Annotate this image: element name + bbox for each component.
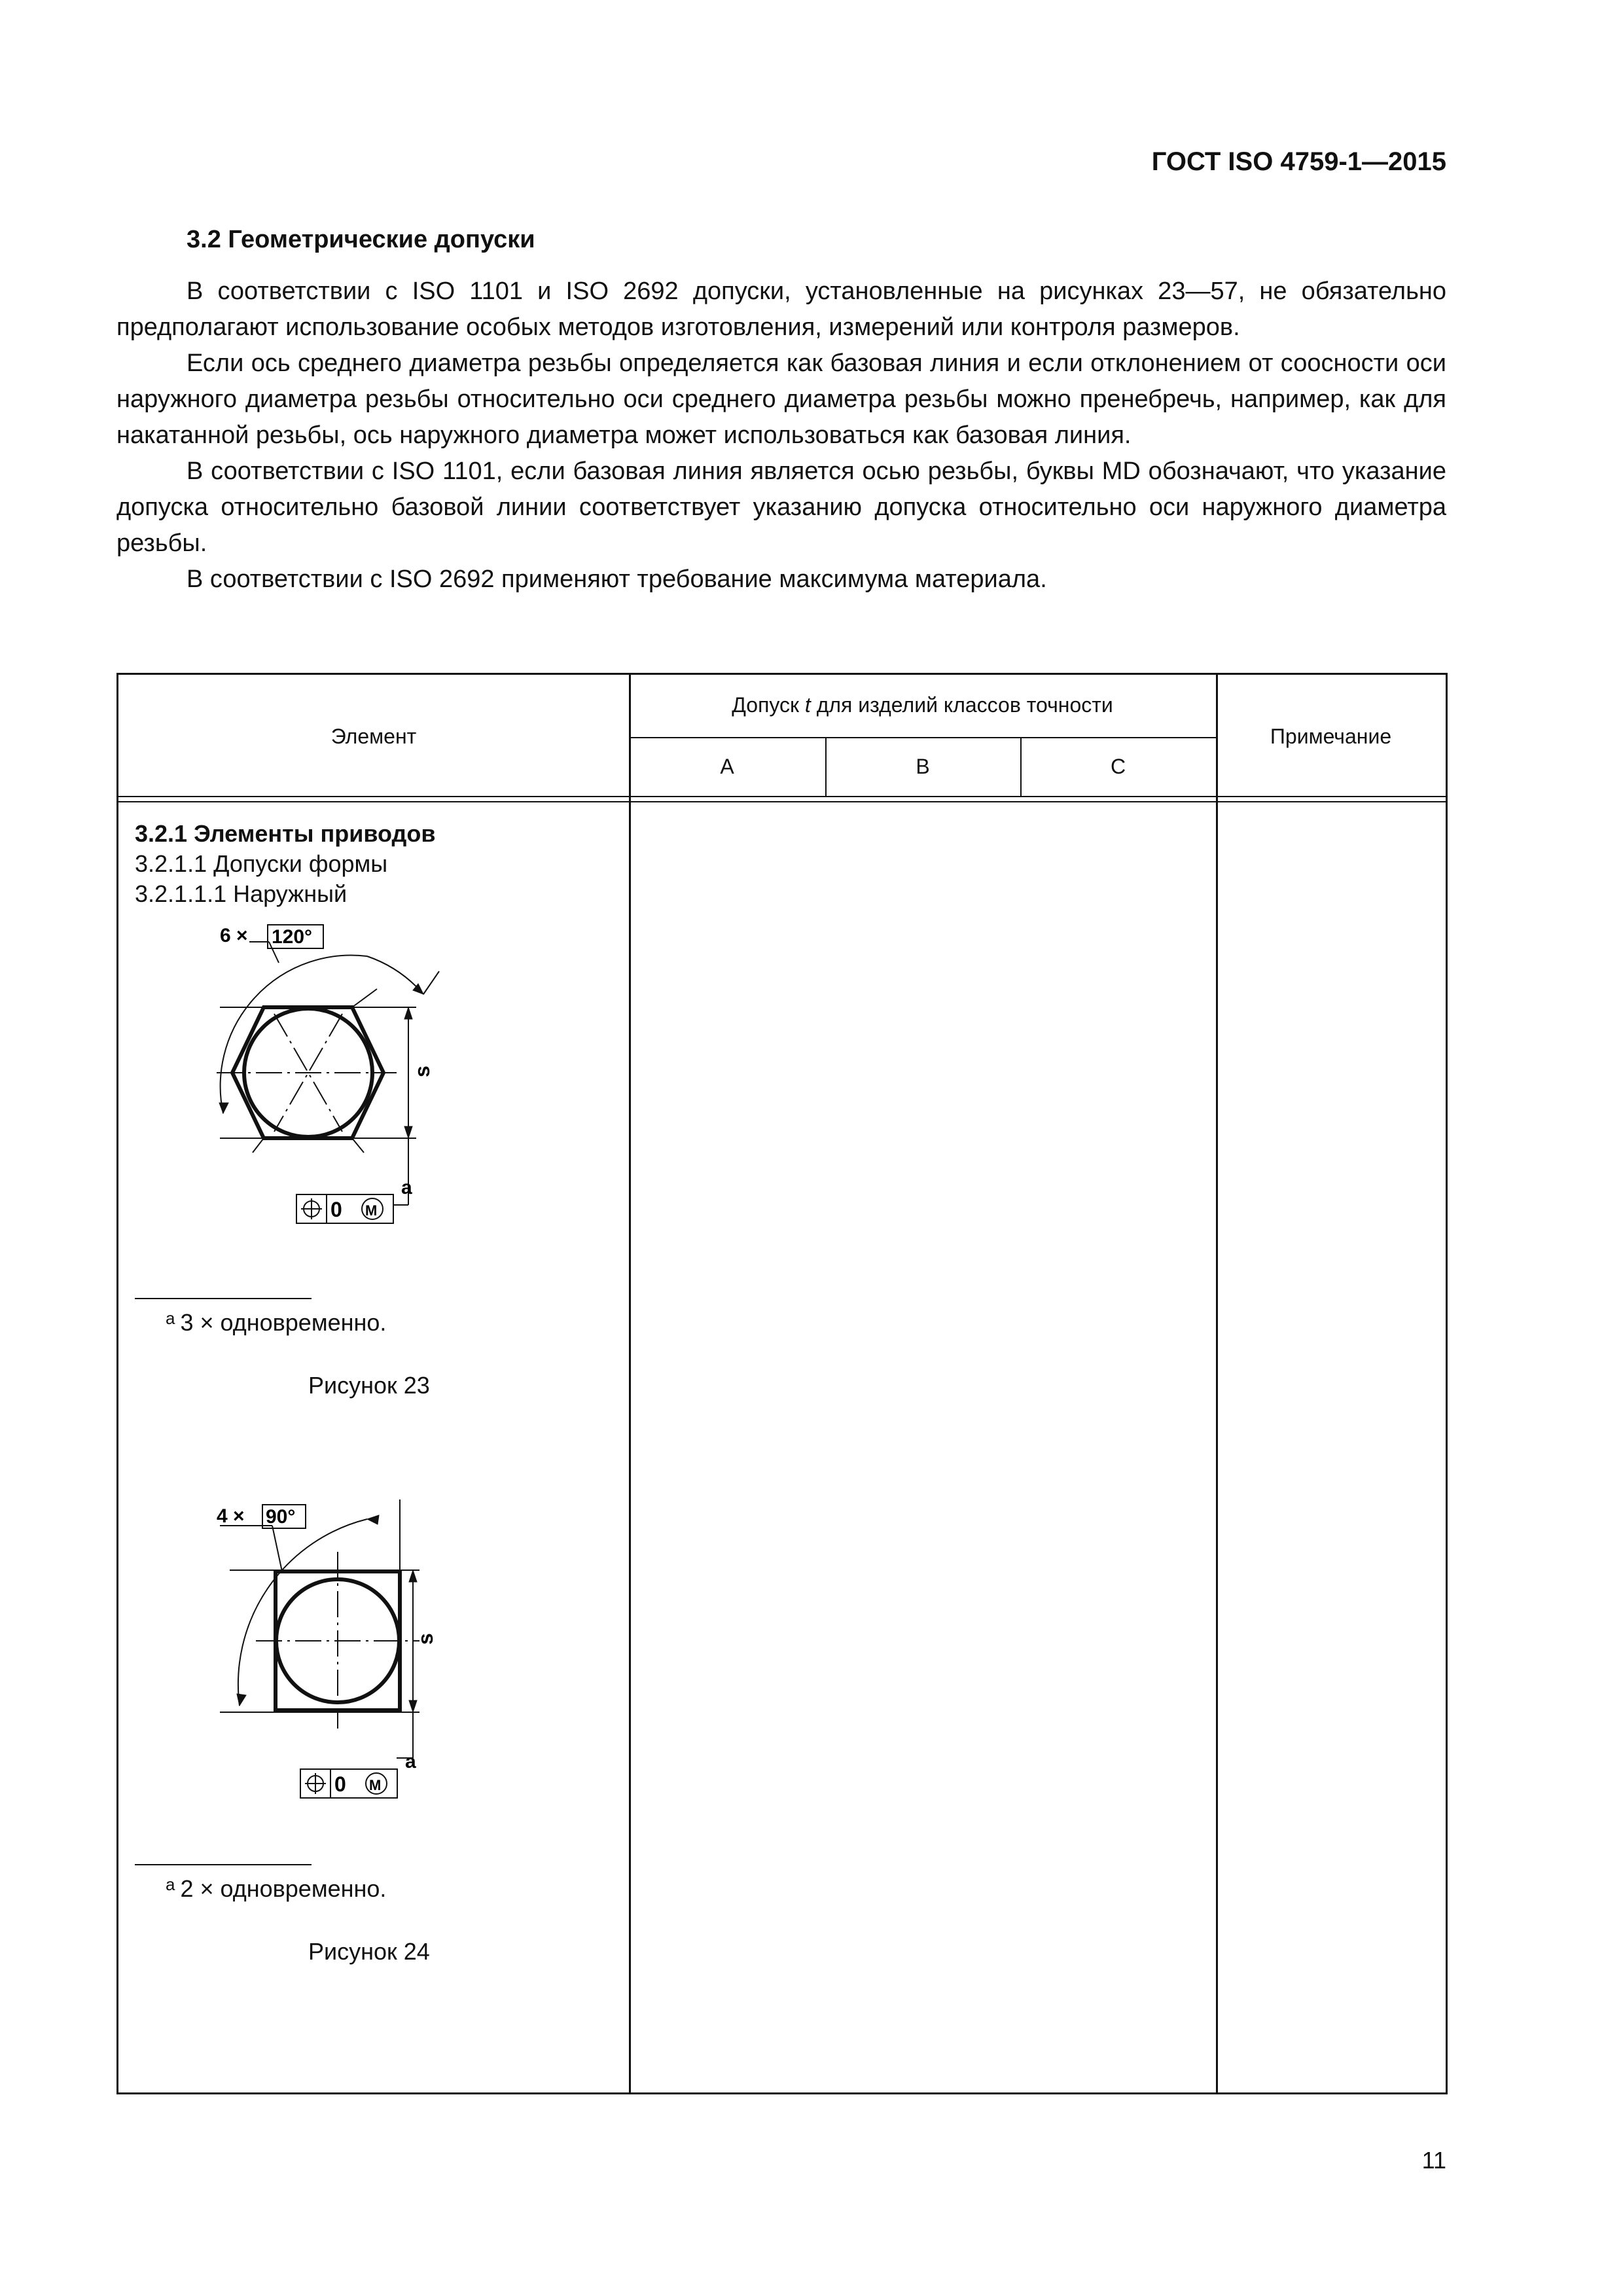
figure-24-square-drawing xyxy=(217,1480,557,1820)
fig24-angle-value: 90° xyxy=(266,1506,296,1528)
fig23-angle-value: 120° xyxy=(272,926,313,948)
subsection-heading: 3.2.1.1.1 Наружный xyxy=(135,880,348,907)
fig24-footnote xyxy=(166,1874,386,1903)
footnote-rule xyxy=(135,1298,312,1299)
tolerance-table xyxy=(116,673,1448,2094)
section-title: 3.2 Геометрические допуски xyxy=(187,226,535,253)
table-divider xyxy=(629,675,631,2094)
header-element: Элемент xyxy=(330,725,417,748)
figure-23-hexagon-drawing xyxy=(217,917,557,1257)
body-text xyxy=(116,274,1446,598)
fig23-dim-label: s xyxy=(410,1066,434,1077)
footnote-rule xyxy=(135,1864,312,1865)
table-divider xyxy=(1216,675,1218,2094)
fig24-modifier: M xyxy=(369,1777,382,1793)
header-class-b: B xyxy=(916,755,930,778)
doc-header: ГОСТ ISO 4759-1—2015 xyxy=(1151,147,1446,176)
table-divider xyxy=(118,796,1446,797)
fig24-tolerance-value: 0 xyxy=(334,1772,346,1796)
fig23-modifier: M xyxy=(365,1202,378,1219)
fig23-tolerance-value: 0 xyxy=(330,1198,342,1221)
header-tolerance xyxy=(629,693,1216,717)
fig23-footnote-mark: a xyxy=(401,1177,412,1198)
subsection-heading: 3.2.1.1 Допуски формы xyxy=(135,850,388,877)
page-number: 11 xyxy=(1421,2147,1446,2174)
fig23-caption: Рисунок 23 xyxy=(308,1372,430,1399)
fig23-angle-label: 6 × xyxy=(220,925,248,946)
header-note: Примечание xyxy=(1270,725,1392,748)
header-class-c: C xyxy=(1110,755,1126,778)
footnote-text: 3 × одновременно. xyxy=(180,1309,387,1336)
footnote-text: 2 × одновременно. xyxy=(180,1875,387,1902)
header-tolerance-suffix: для изделий классов точности xyxy=(810,693,1113,717)
paragraph: В соответствии с ISO 1101 и ISO 2692 допуски, установленные на рисунках 23—57, не обязательно предполагают использование особых методов изготовления, измерений или контроля размеров. xyxy=(116,278,1446,341)
fig24-angle-label: 4 × xyxy=(217,1505,245,1527)
fig24-footnote-mark: a xyxy=(405,1751,416,1772)
footnote-mark: a xyxy=(166,1874,175,1894)
fig23-footnote xyxy=(166,1308,386,1336)
subsection-heading: 3.2.1 Элементы приводов xyxy=(135,820,436,847)
paragraph: Если ось среднего диаметра резьбы определяется как базовая линия и если отклонением от соосности оси наружного диаметра резьбы относительно оси среднего диаметра резьбы можно пренебречь, например, как для накатанной резьбы, ось наружного диаметра может использоваться как базовая линия. xyxy=(116,350,1446,449)
header-class-a: A xyxy=(720,755,734,778)
paragraph: В соответствии с ISO 1101, если базовая линия является осью резьбы, буквы MD обозначают, что указание допуска относительно базовой линии соответствует указанию допуска относительно оси наружного диаметра резьбы. xyxy=(116,457,1446,557)
header-tolerance-var: t xyxy=(804,693,811,717)
fig24-caption: Рисунок 24 xyxy=(308,1938,430,1965)
paragraph: В соответствии с ISO 2692 применяют требование максимума материала. xyxy=(187,565,1047,593)
fig24-dim-label: s xyxy=(414,1633,437,1645)
table-divider xyxy=(118,801,1446,802)
table-divider xyxy=(629,737,1216,738)
footnote-mark: a xyxy=(166,1308,175,1328)
header-tolerance-prefix: Допуск xyxy=(732,693,805,717)
